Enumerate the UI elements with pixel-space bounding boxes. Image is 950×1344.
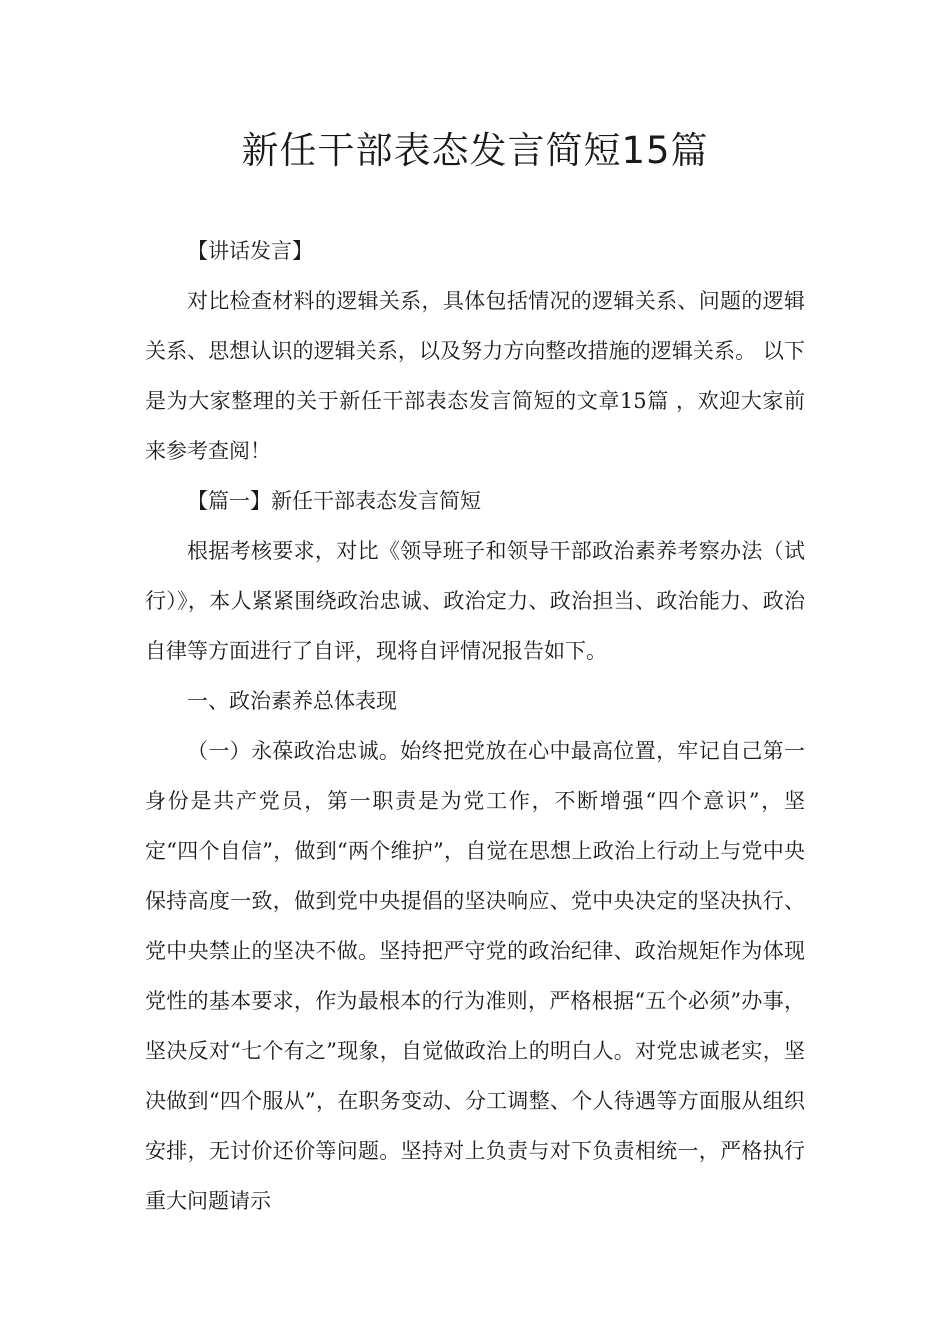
intro-paragraph: 对比检查材料的逻辑关系，具体包括情况的逻辑关系、问题的逻辑关系、思想认识的逻辑关系，以及努力方向整改措施的逻辑关系。 以下是为大家整理的关于新任干部表态发言简短的文章15篇 ，欢迎大家前来参考查阅！ — [145, 289, 805, 463]
paragraph: （一）永葆政治忠诚。始终把党放在心中最高位置，牢记自己第一身份是共产党员，第一职责是为党工作，不断增强“四个意识”，坚定“四个自信”，做到“两个维护”，自觉在思想上政治上行动上与党中央保持高度一致，做到党中央提倡的坚决响应、党中央决定的坚决执行、党中央禁止的坚决不做。坚持把严守党的政治纪律、政治规矩作为体现党性的基本要求，作为最根本的行为准则，严格根据“五个必须”办事，坚决反对“七个有之”现象，自觉做政治上的明白人。对党忠诚老实，坚决做到“四个服从”，在职务变动、分工调整、个人待遇等方面服从组织安排，无讨价还价等问题。坚持对上负责与对下负责相统一，严格执行重大问题请示 — [145, 739, 805, 1213]
subheading: 一、政治素养总体表现 — [187, 689, 397, 713]
category-tag: 【讲话发言】 — [187, 239, 313, 263]
document-body — [145, 226, 805, 1226]
paragraph: 根据考核要求，对比《领导班子和领导干部政治素养考察办法（试行）》，本人紧紧围绕政治忠诚、政治定力、政治担当、政治能力、政治自律等方面进行了自评，现将自评情况报告如下。 — [145, 539, 805, 663]
section-heading: 【篇一】新任干部表态发言简短 — [187, 489, 481, 513]
document-title: 新任干部表态发言简短15篇 — [241, 129, 709, 172]
